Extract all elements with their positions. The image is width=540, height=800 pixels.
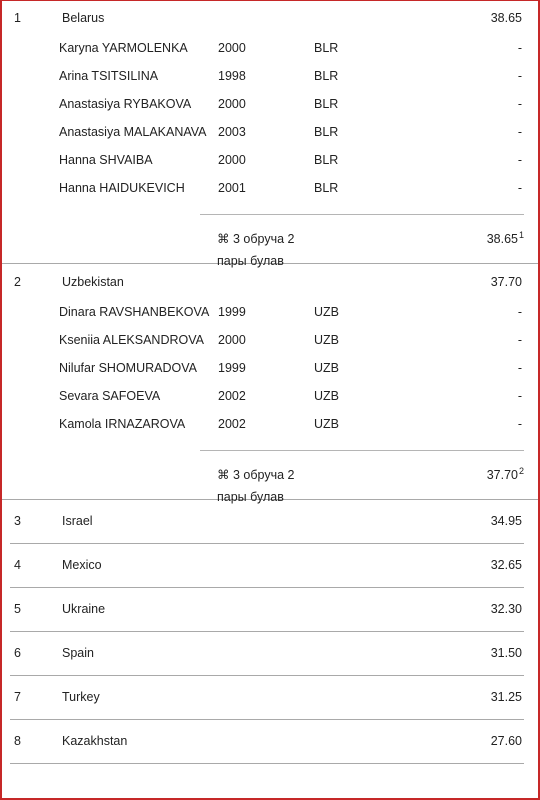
athlete-score: - <box>517 69 522 83</box>
apparatus-label: 3 обруча 2 пары булав <box>217 468 295 504</box>
athlete-name: Karyna YARMOLENKA <box>59 41 188 55</box>
rank: 1 <box>14 11 21 25</box>
hoops-clubs-icon: ⌘ <box>217 232 230 246</box>
athlete-nation: UZB <box>314 389 339 403</box>
athlete-row <box>2 354 538 382</box>
athlete-score: - <box>517 389 522 403</box>
athlete-nation: BLR <box>314 181 339 195</box>
team-score: 31.50 <box>490 646 522 660</box>
country-name: Belarus <box>62 11 105 25</box>
team-block <box>2 0 538 268</box>
apparatus-score <box>487 466 524 482</box>
athlete-name: Kseniia ALEKSANDROVA <box>59 333 204 347</box>
rank: 2 <box>14 275 21 289</box>
athlete-name: Anastasiya RYBAKOVA <box>59 97 192 111</box>
team-row[interactable] <box>2 0 538 34</box>
athlete-score: - <box>517 333 522 347</box>
team-score: 34.95 <box>490 514 522 528</box>
athlete-name: Nilufar SHOMURADOVA <box>59 361 197 375</box>
apparatus-score-value: 38.65 <box>486 232 518 246</box>
rank: 4 <box>14 558 21 572</box>
athlete-name: Anastasiya MALAKANAVA <box>59 125 207 139</box>
team-row[interactable] <box>10 588 524 632</box>
rank: 6 <box>14 646 21 660</box>
athlete-row <box>2 174 538 202</box>
athlete-year: 1999 <box>218 305 246 319</box>
team-score: 38.65 <box>490 11 522 25</box>
athlete-row <box>2 382 538 410</box>
athlete-year: 2000 <box>218 333 246 347</box>
country-name: Kazakhstan <box>62 734 128 748</box>
country-name: Uzbekistan <box>62 275 124 289</box>
team-row[interactable] <box>10 720 524 764</box>
athlete-year: 2002 <box>218 389 246 403</box>
rank: 8 <box>14 734 21 748</box>
athlete-year: 1998 <box>218 69 246 83</box>
athlete-row <box>2 326 538 354</box>
athlete-row <box>2 90 538 118</box>
athlete-year: 2000 <box>218 153 246 167</box>
team-row[interactable] <box>10 676 524 720</box>
athlete-score: - <box>517 125 522 139</box>
rank: 5 <box>14 602 21 616</box>
footnote-marker[interactable]: 1 <box>518 230 524 240</box>
team-score: 31.25 <box>490 690 522 704</box>
athlete-year: 1999 <box>218 361 246 375</box>
country-name: Mexico <box>62 558 102 572</box>
apparatus-row <box>2 215 538 268</box>
rank: 7 <box>14 690 21 704</box>
athlete-score: - <box>517 97 522 111</box>
athlete-nation: BLR <box>314 69 339 83</box>
athlete-row <box>2 410 538 438</box>
athlete-name: Kamola IRNAZAROVA <box>59 417 186 431</box>
athlete-nation: BLR <box>314 153 339 167</box>
team-score: 37.70 <box>490 275 522 289</box>
country-name: Spain <box>62 646 94 660</box>
apparatus-row <box>2 451 538 504</box>
athlete-score: - <box>517 305 522 319</box>
team-score: 32.65 <box>490 558 522 572</box>
apparatus-label: 3 обруча 2 пары булав <box>217 232 295 268</box>
rank: 3 <box>14 514 21 528</box>
footnote-marker[interactable]: 2 <box>518 466 524 476</box>
athlete-score: - <box>517 361 522 375</box>
athlete-row <box>2 62 538 90</box>
apparatus-score-value: 37.70 <box>486 468 518 482</box>
athlete-nation: BLR <box>314 41 339 55</box>
athlete-nation: BLR <box>314 125 339 139</box>
athlete-row <box>2 298 538 326</box>
team-row[interactable] <box>2 264 538 298</box>
athlete-year: 2000 <box>218 41 246 55</box>
athlete-score: - <box>517 153 522 167</box>
athlete-year: 2002 <box>218 417 246 431</box>
team-block <box>2 264 538 504</box>
team-row[interactable] <box>10 632 524 676</box>
athlete-row <box>2 146 538 174</box>
athlete-year: 2000 <box>218 97 246 111</box>
apparatus-score <box>487 230 524 246</box>
athlete-name: Sevara SAFOEVA <box>59 389 161 403</box>
athlete-row <box>2 34 538 62</box>
athlete-name: Hanna HAIDUKEVICH <box>59 181 185 195</box>
country-name: Israel <box>62 514 93 528</box>
country-name: Ukraine <box>62 602 106 616</box>
country-name: Turkey <box>62 690 100 704</box>
athlete-nation: UZB <box>314 305 339 319</box>
team-score: 27.60 <box>490 734 522 748</box>
athlete-score: - <box>517 417 522 431</box>
athlete-row <box>2 118 538 146</box>
hoops-clubs-icon: ⌘ <box>217 468 230 482</box>
athlete-nation: UZB <box>314 417 339 431</box>
athlete-nation: UZB <box>314 361 339 375</box>
athlete-score: - <box>517 181 522 195</box>
athlete-year: 2003 <box>218 125 246 139</box>
athlete-score: - <box>517 41 522 55</box>
athlete-name: Dinara RAVSHANBEKOVA <box>59 305 210 319</box>
team-row[interactable] <box>10 544 524 588</box>
athlete-name: Hanna SHVAIBA <box>59 153 153 167</box>
athlete-nation: UZB <box>314 333 339 347</box>
athlete-name: Arina TSITSILINA <box>59 69 159 83</box>
team-row[interactable] <box>10 500 524 544</box>
team-score: 32.30 <box>490 602 522 616</box>
athlete-year: 2001 <box>218 181 246 195</box>
athlete-nation: BLR <box>314 97 339 111</box>
